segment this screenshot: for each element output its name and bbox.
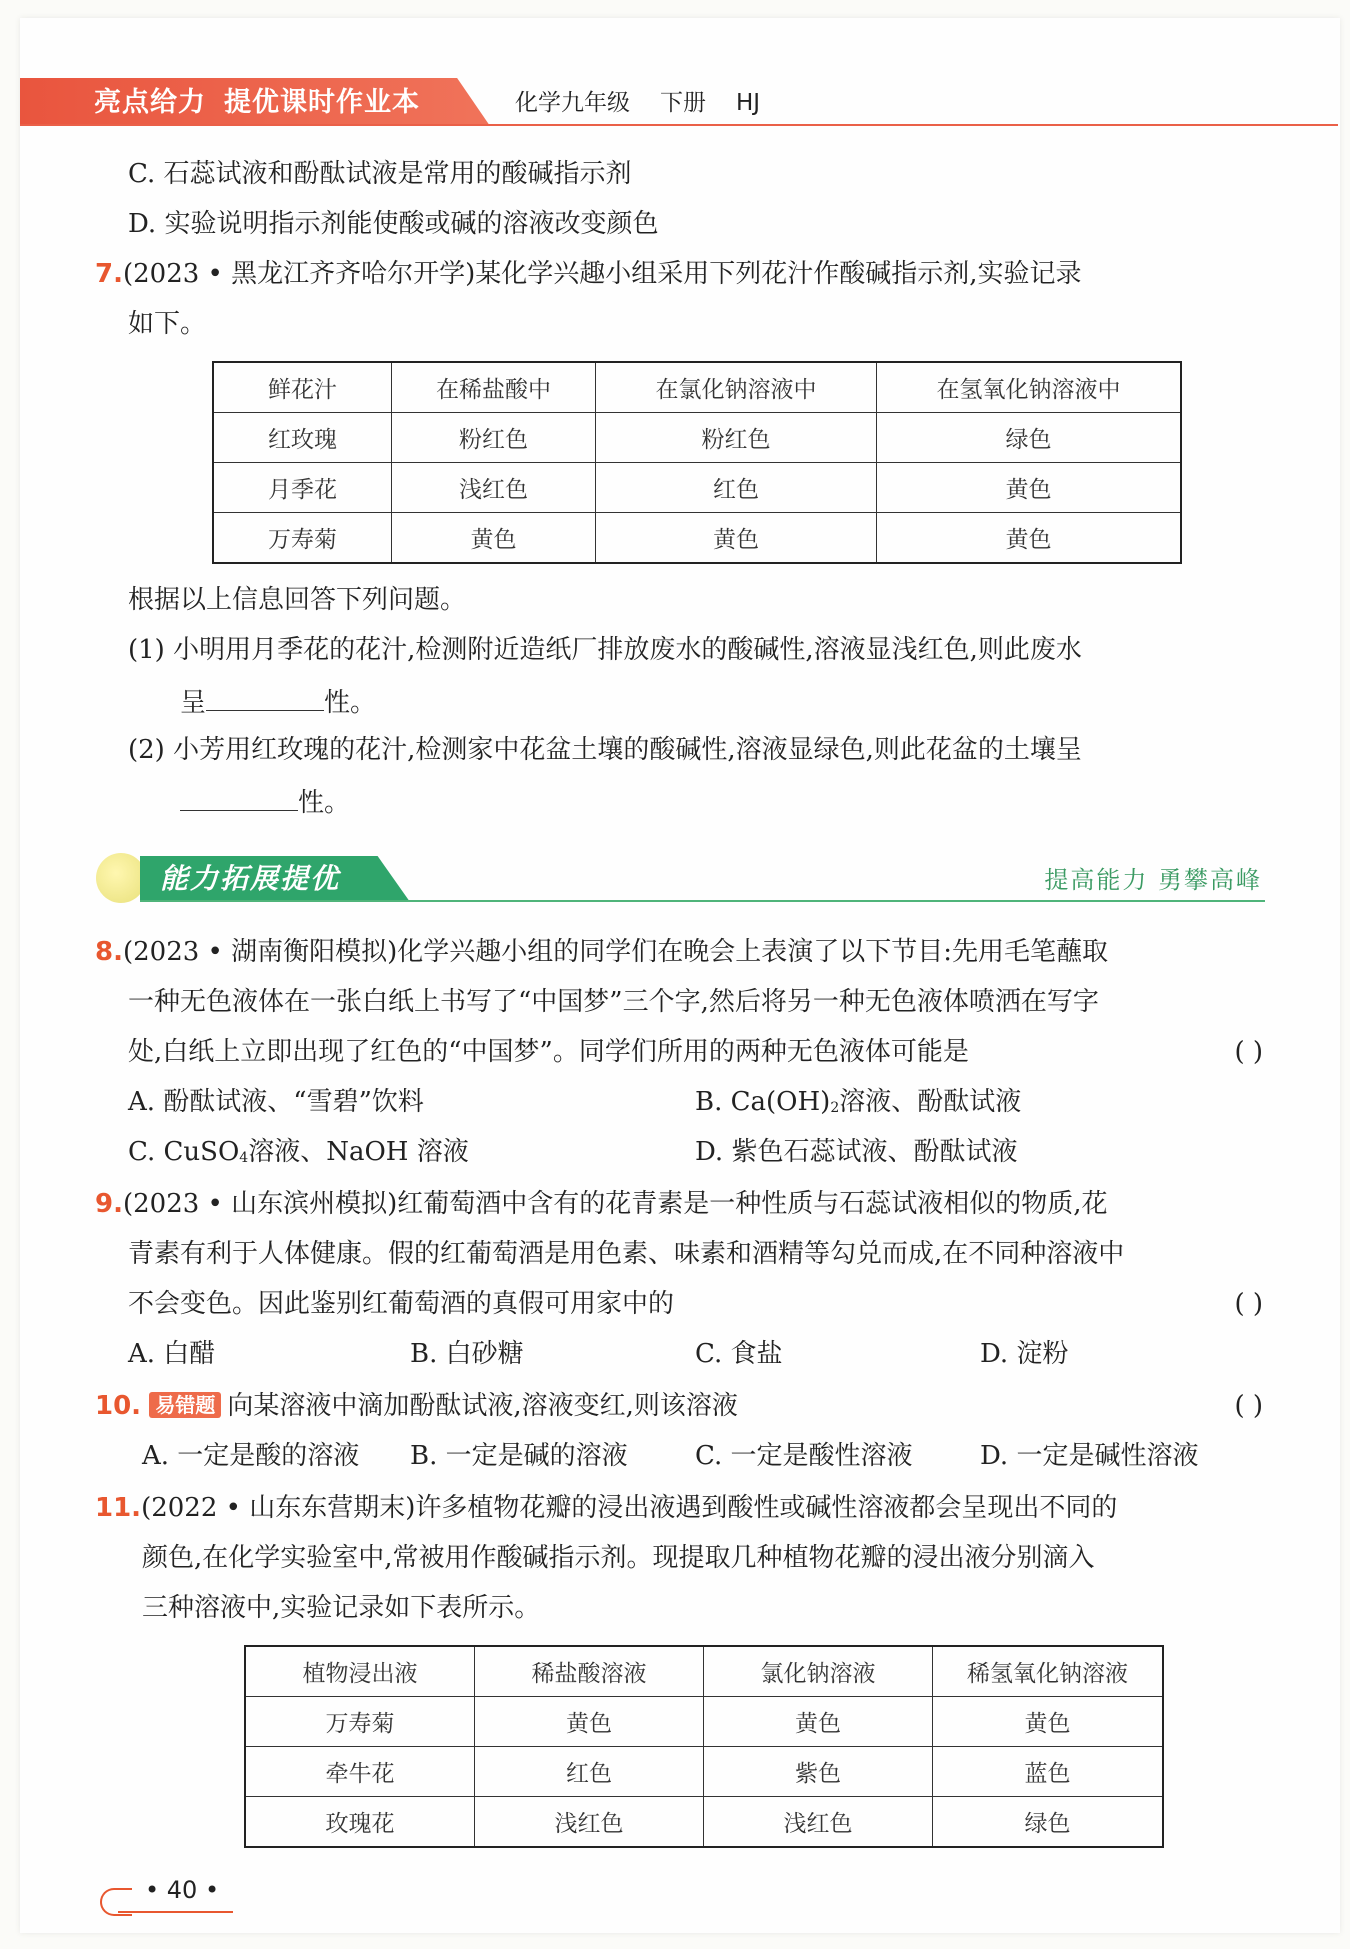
q9-option-b: B. 白砂糖 xyxy=(410,1339,524,1369)
option-text: 溶液、酚酞试液 xyxy=(839,1087,1022,1117)
table-cell: 黄色 xyxy=(877,463,1182,513)
q8-option-b xyxy=(695,1084,1021,1122)
q11-table xyxy=(244,1645,1164,1848)
table-row xyxy=(213,413,1181,463)
q9-option-c: C. 食盐 xyxy=(695,1339,783,1369)
subject: 化学九年级 xyxy=(515,90,630,116)
footer-rule xyxy=(118,1911,233,1913)
q10-option-b: B. 一定是碱的溶液 xyxy=(410,1441,628,1471)
q7-part1-line2 xyxy=(180,682,376,720)
table-cell: 红玫瑰 xyxy=(213,413,392,463)
volume: 下册 xyxy=(660,90,706,116)
q7-part1-line1: (1) 小明用月季花的花汁,检测附近造纸厂排放废水的酸碱性,溶液显浅红色,则此废水 xyxy=(128,635,1082,665)
q10-option-d: D. 一定是碱性溶液 xyxy=(980,1441,1199,1471)
table-cell: 浅红色 xyxy=(704,1797,933,1848)
q9-line-3 xyxy=(128,1286,1263,1324)
edition: HJ xyxy=(736,90,761,116)
table-cell: 浅红色 xyxy=(475,1797,704,1848)
table-cell: 黄色 xyxy=(475,1697,704,1747)
table-cell: 粉红色 xyxy=(596,413,877,463)
q6-option-d: D. 实验说明指示剂能使酸或碱的溶液改变颜色 xyxy=(128,209,659,239)
table-cell: 紫色 xyxy=(704,1747,933,1797)
section-title: 能力拓展提优 xyxy=(160,862,341,895)
subscript: 2 xyxy=(830,1100,840,1116)
q7-part1-answer-blank[interactable] xyxy=(206,682,324,711)
q11-stem: (2022 • 山东东营期末)许多植物花瓣的浸出液遇到酸性或碱性溶液都会呈现出不同的 xyxy=(141,1493,1118,1523)
q9-option-a: A. 白醋 xyxy=(128,1339,216,1369)
table-cell: 绿色 xyxy=(933,1797,1164,1848)
table-cell: 红色 xyxy=(596,463,877,513)
q7-part1-suffix: 性。 xyxy=(324,688,377,718)
option-text: 溶液、NaOH 溶液 xyxy=(248,1137,469,1167)
q8-option-c xyxy=(128,1134,469,1172)
table-header-cell: 稀氢氧化钠溶液 xyxy=(933,1646,1164,1697)
q9-line-1 xyxy=(95,1186,1108,1224)
q7-stem: (2023 • 黑龙江齐齐哈尔开学)某化学兴趣小组采用下列花汁作酸碱指示剂,实验记录 xyxy=(122,259,1082,289)
section-slogan: 提高能力 勇攀高峰 xyxy=(1044,866,1262,894)
q8-stem-end: 处,白纸上立即出现了红色的“中国梦”。同学们所用的两种无色液体可能是 xyxy=(128,1037,969,1067)
table-cell: 万寿菊 xyxy=(213,513,392,564)
header-subject-info xyxy=(515,86,790,120)
q8-option-d: D. 紫色石蕊试液、酚酞试液 xyxy=(695,1137,1018,1167)
table-cell: 蓝色 xyxy=(933,1747,1164,1797)
q8-option-a: A. 酚酞试液、“雪碧”饮料 xyxy=(128,1087,424,1117)
q7-part2-line2 xyxy=(180,782,350,820)
q7-table xyxy=(212,361,1182,564)
q10-answer-paren[interactable]: ( ) xyxy=(1234,1391,1263,1421)
option-text: C. CuSO xyxy=(128,1137,240,1167)
option-text: B. Ca(OH) xyxy=(695,1087,831,1117)
q11-line-3: 三种溶液中,实验记录如下表所示。 xyxy=(142,1593,541,1623)
q7-line-1 xyxy=(95,256,1082,294)
section-rule xyxy=(140,900,1265,902)
q6-option-c: C. 石蕊试液和酚酞试液是常用的酸碱指示剂 xyxy=(128,159,632,189)
q8-number: 8. xyxy=(95,937,123,967)
table-header-cell: 在稀盐酸中 xyxy=(392,362,596,413)
q7-part2-suffix: 性。 xyxy=(298,788,351,818)
q7-part1-prefix: 呈 xyxy=(180,688,207,718)
table-cell: 黄色 xyxy=(596,513,877,564)
table-cell: 牵牛花 xyxy=(245,1747,475,1797)
error-prone-badge: 易错题 xyxy=(149,1392,221,1418)
q11-line-2: 颜色,在化学实验室中,常被用作酸碱指示剂。现提取几种植物花瓣的浸出液分别滴入 xyxy=(142,1543,1095,1573)
table-cell: 玫瑰花 xyxy=(245,1797,475,1848)
table-row xyxy=(245,1797,1163,1848)
table-row xyxy=(245,1697,1163,1747)
table-cell: 红色 xyxy=(475,1747,704,1797)
table-header-cell: 氯化钠溶液 xyxy=(704,1646,933,1697)
table-header-row xyxy=(213,362,1181,413)
q10-stem: 向某溶液中滴加酚酞试液,溶液变红,则该溶液 xyxy=(227,1391,738,1421)
q7-number: 7. xyxy=(95,259,123,289)
header-rule xyxy=(20,124,1338,126)
table-header-cell: 在氯化钠溶液中 xyxy=(596,362,877,413)
q9-number: 9. xyxy=(95,1189,123,1219)
table-header-cell: 鲜花汁 xyxy=(213,362,392,413)
subscript: 4 xyxy=(239,1150,249,1166)
table-cell: 黄色 xyxy=(877,513,1182,564)
table-header-row xyxy=(245,1646,1163,1697)
q8-line-2: 一种无色液体在一张白纸上书写了“中国梦”三个字,然后将另一种无色液体喷洒在写字 xyxy=(128,987,1099,1017)
table-row xyxy=(245,1747,1163,1797)
q9-answer-paren[interactable]: ( ) xyxy=(1234,1289,1263,1319)
q10-option-a: A. 一定是酸的溶液 xyxy=(142,1441,360,1471)
table-header-cell: 植物浸出液 xyxy=(245,1646,475,1697)
q7-line-2: 如下。 xyxy=(128,309,207,339)
q11-line-1 xyxy=(95,1490,1117,1528)
table-cell: 万寿菊 xyxy=(245,1697,475,1747)
q9-stem-end: 不会变色。因此鉴别红葡萄酒的真假可用家中的 xyxy=(128,1289,675,1319)
table-cell: 月季花 xyxy=(213,463,392,513)
q8-line-1 xyxy=(95,934,1108,972)
table-row xyxy=(213,463,1181,513)
table-cell: 绿色 xyxy=(877,413,1182,463)
book-name: 提优课时作业本 xyxy=(224,87,420,118)
section-bulb-icon xyxy=(96,853,146,903)
q11-number: 11. xyxy=(95,1493,142,1523)
q7-part2-line1: (2) 小芳用红玫瑰的花汁,检测家中花盆土壤的酸碱性,溶液显绿色,则此花盆的土壤呈 xyxy=(128,735,1082,765)
q7-part2-answer-blank[interactable] xyxy=(180,782,298,811)
q8-answer-paren[interactable]: ( ) xyxy=(1234,1037,1263,1067)
q9-option-d: D. 淀粉 xyxy=(980,1339,1069,1369)
table-cell: 粉红色 xyxy=(392,413,596,463)
q10-number: 10. xyxy=(95,1391,142,1421)
q7-intro: 根据以上信息回答下列问题。 xyxy=(128,585,467,615)
q10-line-1 xyxy=(95,1388,1263,1426)
table-row xyxy=(213,513,1181,564)
q9-line-2: 青素有利于人体健康。假的红葡萄酒是用色素、味素和酒精等勾兑而成,在不同种溶液中 xyxy=(128,1239,1125,1269)
series-name: 亮点给力 xyxy=(94,87,206,118)
table-header-cell: 稀盐酸溶液 xyxy=(475,1646,704,1697)
q8-stem: (2023 • 湖南衡阳模拟)化学兴趣小组的同学们在晚会上表演了以下节目:先用毛笔蘸取 xyxy=(122,937,1109,967)
table-cell: 黄色 xyxy=(392,513,596,564)
table-cell: 浅红色 xyxy=(392,463,596,513)
q9-stem: (2023 • 山东滨州模拟)红葡萄酒中含有的花青素是一种性质与石蕊试液相似的物质,花 xyxy=(122,1189,1108,1219)
q8-line-3 xyxy=(128,1034,1263,1072)
table-cell: 黄色 xyxy=(704,1697,933,1747)
page-number: • 40 • xyxy=(145,1876,220,1904)
header-series-title xyxy=(94,86,420,120)
table-header-cell: 在氢氧化钠溶液中 xyxy=(877,362,1182,413)
table-cell: 黄色 xyxy=(933,1697,1164,1747)
q10-option-c: C. 一定是酸性溶液 xyxy=(695,1441,913,1471)
